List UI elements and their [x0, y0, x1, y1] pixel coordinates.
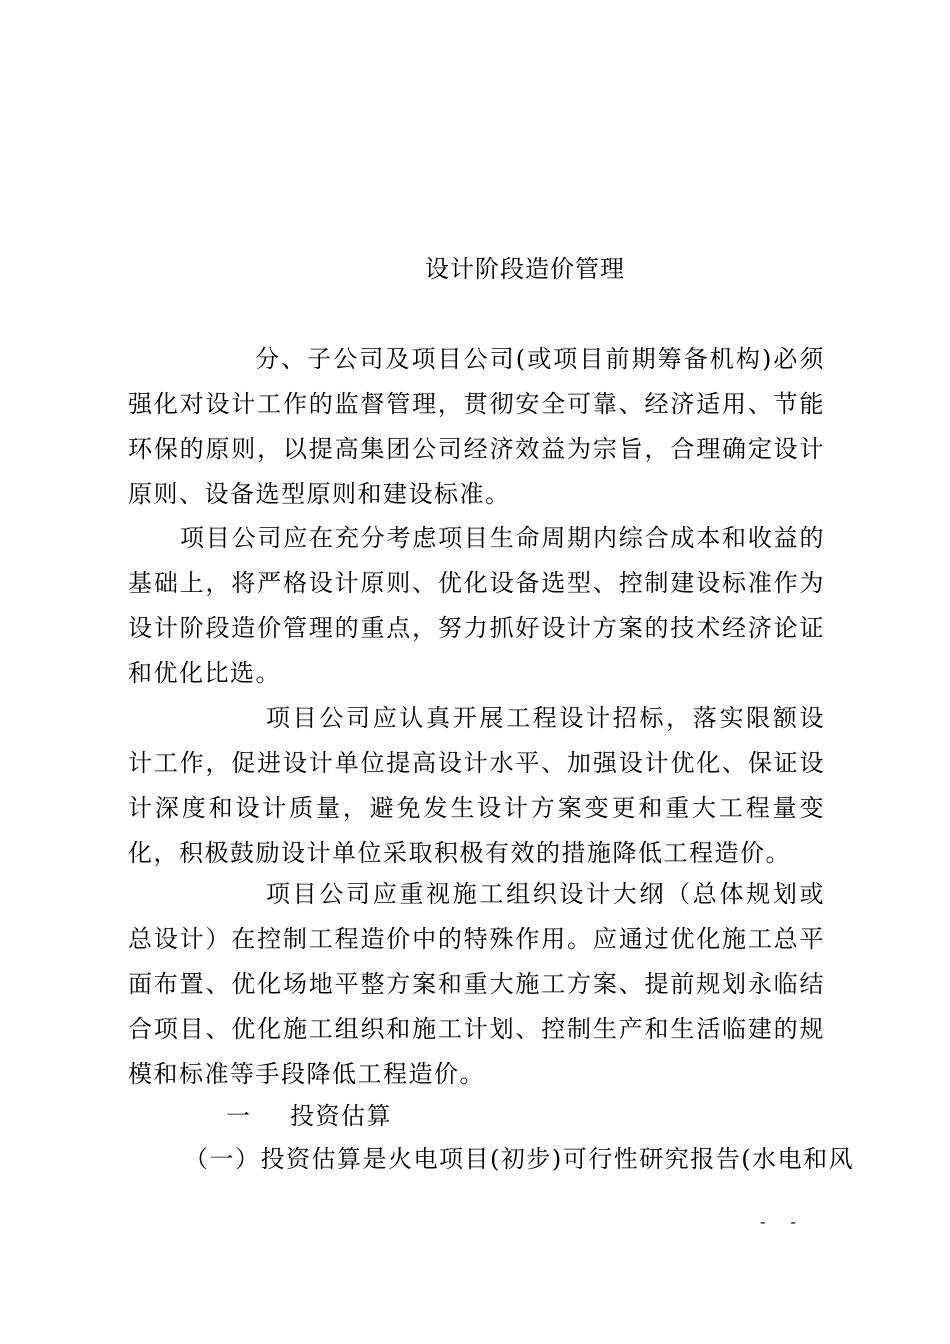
- subsection-line: （一）投资估算是火电项目(初步)可行性研究报告(水电和风: [184, 1145, 855, 1173]
- section-number: 一: [226, 1102, 252, 1130]
- section-title: 投资估算: [290, 1102, 392, 1130]
- section-heading: [226, 1100, 392, 1132]
- paragraph-1: 分、子公司及项目公司(或项目前期筹备机构)必须强化对设计工作的监督管理，贯彻安全可靠、经济适用、节能环保的原则，以提高集团公司经济效益为宗旨，合理确定设计原则、设备选型原则和建设标准。: [128, 345, 825, 508]
- paragraph-4: 项目公司应重视施工组织设计大纲（总体规划或总设计）在控制工程造价中的特殊作用。应通过优化施工总平面布置、优化场地平整方案和重大施工方案、提前规划永临结合项目、优化施工组织和施工计划、控制生产和生活临建的规模和标准等手段降低工程造价。: [128, 880, 825, 1088]
- page-title: 设计阶段造价管理: [425, 255, 625, 283]
- paragraph-3: 项目公司应认真开展工程设计招标，落实限额设计工作，促进设计单位提高设计水平、加强设计优化、保证设计深度和设计质量，避免发生设计方案变更和重大工程量变化，积极鼓励设计单位采取积极有效的措施降低工程造价。: [128, 704, 825, 867]
- paragraph-2: 项目公司应在充分考虑项目生命周期内综合成本和收益的基础上，将严格设计原则、优化设备选型、控制建设标准作为设计阶段造价管理的重点，努力抓好设计方案的技术经济论证和优化比选。: [128, 524, 825, 687]
- page-footer: - -: [760, 1212, 806, 1231]
